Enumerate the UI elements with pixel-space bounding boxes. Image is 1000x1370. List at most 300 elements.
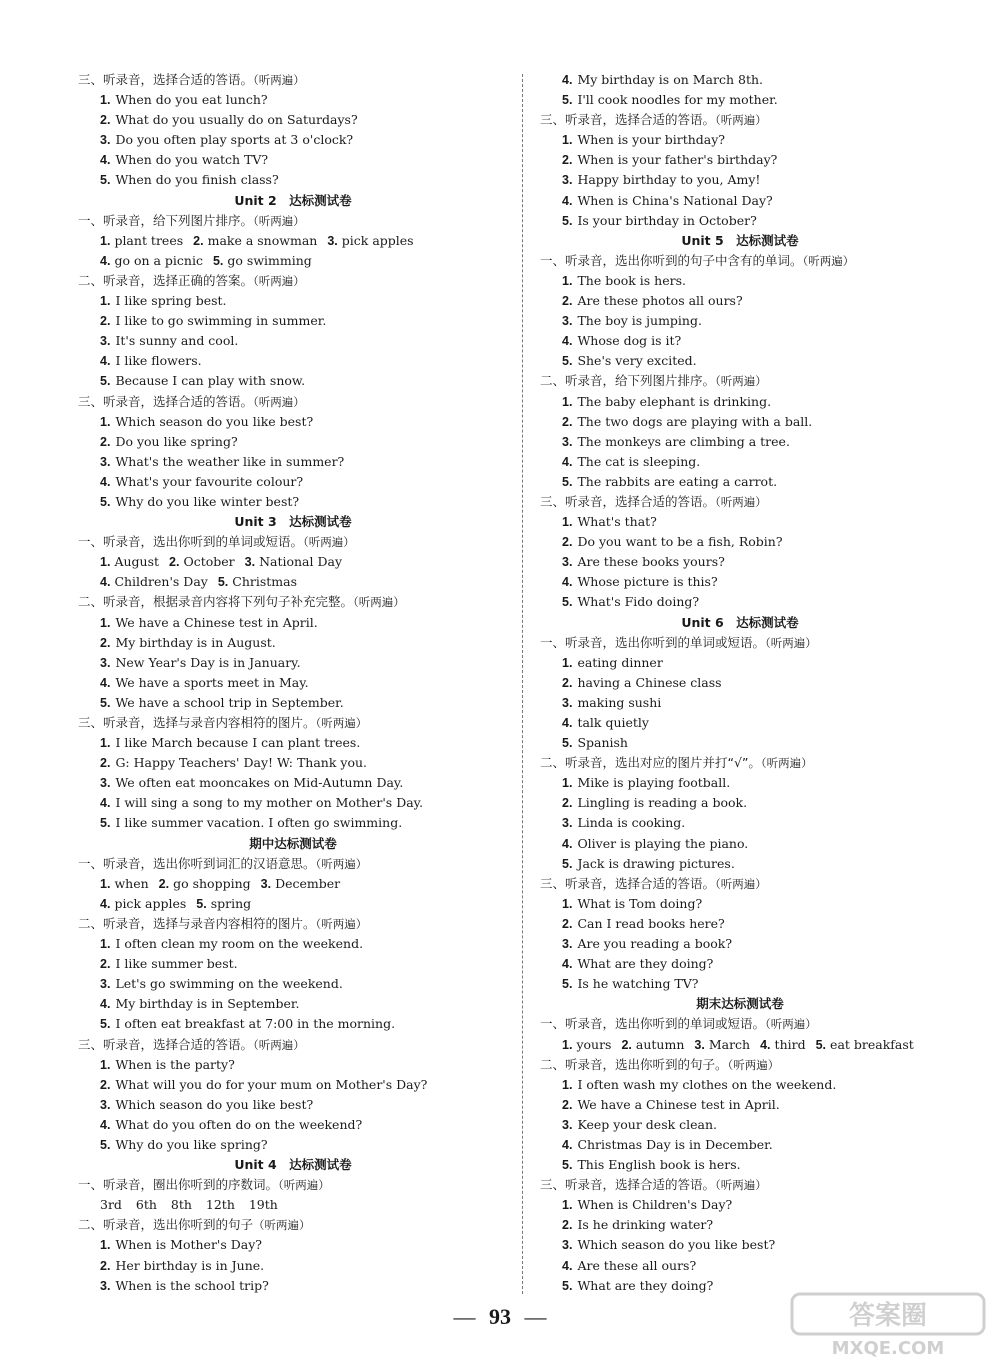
item-text: The boy is jumping. <box>577 313 702 329</box>
section-instruction: 三、听录音，选择合适的答语。 <box>540 1177 716 1193</box>
section-heading <box>540 874 940 894</box>
item-text: What's Fido doing? <box>577 594 700 610</box>
item-number: 2. <box>100 434 111 449</box>
item-text: We have a Chinese test in April. <box>577 1096 780 1112</box>
item-number: 5. <box>217 575 229 590</box>
answer-item <box>78 813 508 833</box>
answer-item <box>540 653 940 673</box>
column-divider <box>522 74 523 1294</box>
section-heading <box>540 1175 940 1195</box>
section-instruction: 一、听录音，选出你听到词汇的汉语意思。 <box>78 855 316 871</box>
section-note: （听两遍） <box>253 1037 305 1052</box>
answer-item <box>78 793 508 813</box>
item-text: New Year's Day is in January. <box>115 654 301 670</box>
answer-item <box>78 733 508 753</box>
answer-item <box>78 412 508 432</box>
section-note: （听两遍） <box>278 1178 330 1193</box>
item-text: Her birthday is in June. <box>115 1257 265 1273</box>
item-text: My birthday is in August. <box>115 634 276 650</box>
item-number: 3. <box>327 233 338 248</box>
item-text: The two dogs are playing with a ball. <box>577 413 813 429</box>
section-heading <box>540 492 940 512</box>
inline-answer <box>100 876 149 891</box>
item-text: Mike is playing football. <box>577 775 731 791</box>
item-number: 4. <box>562 334 573 349</box>
section-note: （听两遍） <box>802 253 855 268</box>
item-number: 1. <box>562 776 573 791</box>
answer-item <box>540 1235 940 1255</box>
answer-item <box>540 512 940 532</box>
section-heading <box>540 251 940 271</box>
answer-inline-row <box>78 552 508 572</box>
answer-item <box>540 331 940 351</box>
item-text: When is Children's Day? <box>577 1197 733 1213</box>
answer-item <box>78 1135 508 1155</box>
item-number: 5. <box>562 93 573 108</box>
item-text: I like flowers. <box>115 353 202 369</box>
section-instruction: 三、听录音，选择合适的答语。 <box>78 72 254 87</box>
section-instruction: 三、听录音，选择合适的答语。 <box>540 875 716 891</box>
answer-item <box>540 793 940 813</box>
answer-item <box>78 693 508 713</box>
answer-item <box>78 130 508 150</box>
item-text: Is he drinking water? <box>577 1217 714 1233</box>
answer-item <box>540 773 940 793</box>
item-text: National Day <box>259 554 343 570</box>
section-note: （听两遍） <box>253 394 305 409</box>
item-text: eat breakfast <box>830 1036 914 1052</box>
item-number: 1. <box>100 736 111 751</box>
item-number: 5. <box>100 173 111 188</box>
item-number: 1. <box>562 1077 573 1092</box>
section-instruction: 三、听录音，选择与录音内容相符的图片。 <box>78 715 316 730</box>
answer-item <box>540 592 940 612</box>
item-text: I'll cook noodles for my mother. <box>577 92 778 108</box>
item-text: When is China's National Day? <box>577 192 773 208</box>
right-column <box>540 70 940 1296</box>
answer-item <box>78 633 508 653</box>
item-text: She's very excited. <box>577 353 697 369</box>
section-note: （听两遍） <box>715 1178 767 1193</box>
item-text: I often clean my room on the weekend. <box>115 936 364 952</box>
inline-answer <box>261 876 340 891</box>
answer-item <box>540 472 940 492</box>
item-number: 4. <box>562 73 573 87</box>
item-text: Is your birthday in October? <box>577 212 757 228</box>
answer-item <box>78 1095 508 1115</box>
section-note: （听两遍） <box>315 916 368 931</box>
answer-item <box>540 1155 940 1175</box>
item-number: 1. <box>100 93 111 108</box>
item-text: We have a school trip in September. <box>115 694 344 710</box>
item-number: 1. <box>100 876 111 891</box>
answer-item <box>78 170 508 190</box>
item-number: 4. <box>562 1137 573 1152</box>
item-number: 4. <box>562 836 573 851</box>
item-text: Which season do you like best? <box>115 1096 314 1112</box>
item-number: 2. <box>100 756 111 771</box>
item-text: Do you like spring? <box>115 433 238 449</box>
item-text: When is the party? <box>115 1056 235 1072</box>
section-heading <box>78 211 508 231</box>
answer-item <box>540 914 940 934</box>
item-text: Christmas Day is in December. <box>577 1136 773 1152</box>
answer-item <box>540 572 940 592</box>
item-text: talk quietly <box>577 715 649 730</box>
item-text: Why do you like winter best? <box>115 493 300 509</box>
item-text: Do you often play sports at 3 o'clock? <box>115 132 354 148</box>
answer-item <box>540 311 940 331</box>
item-number: 4. <box>562 575 573 590</box>
item-number: 2. <box>100 314 111 329</box>
item-text: pick apples <box>341 232 414 248</box>
item-number: 3. <box>260 876 272 891</box>
answer-item <box>540 191 940 211</box>
watermark-glyph: 答案圈 <box>848 1301 928 1331</box>
item-text: August <box>114 554 160 570</box>
item-number: 3. <box>562 816 573 831</box>
section-instruction: 一、听录音，选出你听到的单词或短语。 <box>540 634 766 650</box>
answer-item <box>540 1075 940 1095</box>
item-number: 2. <box>562 153 573 168</box>
item-number: 5. <box>196 896 207 911</box>
item-number: 3. <box>562 1238 573 1253</box>
answer-item <box>78 1055 508 1075</box>
item-text: Do you want to be a fish, Robin? <box>577 534 783 550</box>
inline-answer <box>327 233 413 248</box>
item-text: having a Chinese class <box>577 674 722 690</box>
item-number: 4. <box>100 153 111 168</box>
item-text: Are these photos all ours? <box>577 293 743 309</box>
item-number: 2. <box>562 535 573 550</box>
item-number: 5. <box>562 977 573 992</box>
answer-item <box>540 452 940 472</box>
page-number: 93 <box>489 1304 511 1329</box>
item-number: 3. <box>562 314 573 329</box>
item-text: When do you eat lunch? <box>115 92 268 108</box>
item-text: Keep your desk clean. <box>577 1116 718 1132</box>
item-text: Which season do you like best? <box>577 1237 776 1253</box>
page-number-dash-right: — <box>524 1304 547 1329</box>
section-heading <box>540 1055 940 1075</box>
item-number: 2. <box>562 675 573 690</box>
item-text: When is your birthday? <box>577 132 725 148</box>
item-number: 1. <box>562 655 573 670</box>
section-instruction: 三、听录音，选择合适的答语。 <box>78 393 254 409</box>
answer-item <box>540 733 940 753</box>
item-text: It's sunny and cool. <box>115 333 239 349</box>
item-text: Can I read books here? <box>577 915 725 931</box>
answer-item <box>540 170 940 190</box>
section-note: （听两遍） <box>727 1057 780 1072</box>
section-heading <box>78 70 508 90</box>
item-number: 1. <box>100 233 111 248</box>
item-number: 2. <box>193 233 204 248</box>
inline-answer <box>169 554 235 569</box>
answer-item <box>540 1256 940 1276</box>
answer-item <box>78 1014 508 1034</box>
inline-answer <box>196 896 251 911</box>
section-note: （听两遍） <box>765 635 817 650</box>
answer-item <box>540 130 940 150</box>
item-number: 4. <box>100 474 111 489</box>
item-number: 2. <box>562 1218 573 1233</box>
item-number: 4. <box>100 796 111 811</box>
answer-inline-row <box>78 874 508 894</box>
item-number: 2. <box>100 1077 111 1092</box>
item-text: October <box>183 554 235 570</box>
item-number: 2. <box>562 1097 573 1112</box>
item-text: December <box>275 875 341 891</box>
inline-answer <box>100 574 208 589</box>
item-text: eating dinner <box>577 654 663 670</box>
answer-item <box>78 994 508 1014</box>
section-note: （听两遍） <box>315 856 368 871</box>
answer-item <box>540 713 940 733</box>
item-number: 3. <box>694 1037 705 1052</box>
answer-item <box>540 934 940 954</box>
answer-item <box>78 613 508 633</box>
item-number: 2. <box>169 555 180 570</box>
section-instruction: 一、听录音，给下列图片排序。 <box>78 212 254 228</box>
section-instruction: 三、听录音，选择合适的答语。 <box>540 493 716 509</box>
section-note: （听两遍） <box>715 494 767 509</box>
item-text: The book is hers. <box>577 272 686 288</box>
item-text: spring <box>210 895 252 911</box>
item-text: go swimming <box>227 252 312 268</box>
answer-item <box>540 150 940 170</box>
item-text: March <box>708 1036 751 1052</box>
inline-answer <box>760 1037 806 1052</box>
inline-answer <box>193 233 317 248</box>
item-number: 4. <box>562 957 573 972</box>
unit-title: Unit 6 达标测试卷 <box>681 614 799 630</box>
item-number: 1. <box>562 1198 573 1213</box>
unit-title: 期末达标测试卷 <box>696 996 784 1012</box>
item-text: Are you reading a book? <box>577 936 733 952</box>
answer-inline-row <box>78 894 508 914</box>
item-text: What's that? <box>577 514 657 530</box>
section-heading <box>540 110 940 130</box>
item-text: When do you finish class? <box>115 172 279 188</box>
item-number: 5. <box>100 494 111 509</box>
item-number: 1. <box>562 896 573 911</box>
item-number: 2. <box>100 635 111 650</box>
section-note: （听两遍） <box>353 595 405 610</box>
item-text: When do you watch TV? <box>115 152 269 168</box>
answer-item <box>540 834 940 854</box>
item-number: 1. <box>100 1238 111 1253</box>
answer-item <box>540 854 940 874</box>
section-instruction: 一、听录音，圈出你听到的序数词。 <box>78 1177 279 1193</box>
item-text: Whose picture is this? <box>577 574 718 590</box>
section-instruction: 二、听录音，选择正确的答案。 <box>78 272 254 288</box>
item-text: We often eat mooncakes on Mid-Autumn Day. <box>115 775 404 791</box>
item-number: 4. <box>100 253 111 268</box>
section-heading <box>78 1035 508 1055</box>
inline-answer <box>562 1037 611 1052</box>
answer-item <box>78 773 508 793</box>
section-instruction: 二、听录音，根据录音内容将下列句子补充完整。 <box>78 594 354 610</box>
answer-item <box>540 813 940 833</box>
item-text: What do you usually do on Saturdays? <box>115 112 358 128</box>
answer-item <box>540 70 940 90</box>
section-note: （听两遍） <box>760 756 813 771</box>
section-note: （听两遍） <box>253 213 305 228</box>
answer-item <box>78 351 508 371</box>
inline-answer <box>245 554 342 569</box>
item-number: 1. <box>562 394 573 409</box>
answer-item <box>78 934 508 954</box>
item-text: make a snowman <box>207 232 318 248</box>
item-number: 2. <box>100 113 111 128</box>
item-number: 4. <box>562 454 573 469</box>
item-number: 5. <box>562 474 573 489</box>
item-number: 1. <box>100 555 111 570</box>
answer-item <box>78 150 508 170</box>
answer-item <box>540 693 940 713</box>
answer-item <box>540 1095 940 1115</box>
section-heading <box>540 633 940 653</box>
section-instruction: 二、听录音，选出你听到的句子。 <box>540 1056 728 1072</box>
answer-item <box>78 291 508 311</box>
answer-inline-row <box>78 231 508 251</box>
answer-item <box>78 331 508 351</box>
item-number: 4. <box>100 354 111 369</box>
item-text: What are they doing? <box>577 1277 714 1293</box>
answer-item <box>540 552 940 572</box>
item-number: 1. <box>100 294 111 309</box>
answer-item <box>540 1215 940 1235</box>
answer-item <box>78 452 508 472</box>
item-number: 3. <box>562 555 573 570</box>
unit-title: Unit 5 达标测试卷 <box>681 232 799 248</box>
item-number: 4. <box>100 997 111 1012</box>
item-number: 5. <box>562 1158 573 1173</box>
section-heading <box>78 1175 508 1195</box>
answer-item <box>540 673 940 693</box>
section-note: （听两遍） <box>303 535 355 550</box>
item-number: 4. <box>562 1258 573 1273</box>
item-text: What do you often do on the weekend? <box>115 1116 363 1132</box>
item-number: 3. <box>562 1117 573 1132</box>
answer-item <box>540 412 940 432</box>
section-instruction: 二、听录音，给下列图片排序。 <box>540 373 716 389</box>
item-number: 3. <box>562 937 573 952</box>
item-text: Christmas <box>232 574 298 590</box>
inline-answer <box>159 876 251 891</box>
section-heading <box>78 914 508 934</box>
item-number: 3. <box>244 555 256 570</box>
item-number: 2. <box>100 1258 111 1273</box>
item-text: When is your father's birthday? <box>577 152 778 168</box>
item-text: I like spring best. <box>115 293 227 309</box>
item-text: Spanish <box>577 735 628 751</box>
item-number: 1. <box>100 615 111 630</box>
answer-item <box>78 954 508 974</box>
inline-answer <box>100 554 159 569</box>
item-number: 5. <box>100 1017 111 1032</box>
section-instruction: 一、听录音，选出你听到的句子中含有的单词。 <box>540 252 803 268</box>
item-text: Why do you like spring? <box>115 1136 268 1152</box>
item-text: Whose dog is it? <box>577 333 682 349</box>
section-instruction: 一、听录音，选出你听到的单词或短语。 <box>540 1016 766 1032</box>
item-number: 3. <box>100 454 111 469</box>
answer-item <box>78 673 508 693</box>
section-instruction: 三、听录音，选择合适的答语。 <box>78 1036 254 1052</box>
item-text: when <box>114 875 149 891</box>
section-heading <box>78 271 508 291</box>
item-number: 1. <box>100 414 111 429</box>
section-heading <box>540 371 940 391</box>
answer-item <box>78 653 508 673</box>
section-heading <box>78 713 508 733</box>
inline-answer <box>218 574 297 589</box>
answer-item <box>78 472 508 492</box>
section-instruction: 二、听录音，选择与录音内容相符的图片。 <box>78 915 316 931</box>
item-number: 4. <box>100 1117 111 1132</box>
answer-item <box>540 974 940 994</box>
answer-item <box>78 1075 508 1095</box>
item-text: I often wash my clothes on the weekend. <box>577 1076 837 1092</box>
section-heading <box>78 854 508 874</box>
answer-inline-row <box>78 251 508 271</box>
inline-answer <box>694 1037 750 1052</box>
item-text: plant trees <box>114 232 184 248</box>
answer-seal-logo-icon <box>788 1290 988 1360</box>
inline-answer <box>100 896 186 911</box>
answer-item <box>78 974 508 994</box>
ordinal-list: 3rd 6th 8th 12th 19th <box>100 1197 278 1213</box>
answer-inline-row <box>540 1035 940 1055</box>
item-number: 3. <box>100 133 111 148</box>
item-text: The monkeys are climbing a tree. <box>577 433 790 449</box>
item-number: 4. <box>760 1037 771 1052</box>
section-instruction: 三、听录音，选择合适的答语。 <box>540 112 716 128</box>
item-text: go on a picnic <box>114 252 203 268</box>
item-number: 4. <box>562 193 573 208</box>
section-note: （听两遍） <box>315 716 368 730</box>
section-heading <box>78 592 508 612</box>
section-instruction: 二、听录音，选出对应的图片并打“√”。 <box>540 755 761 771</box>
item-number: 5. <box>562 1278 573 1293</box>
item-text: I like to go swimming in summer. <box>115 313 327 329</box>
section-note: （听两遍） <box>253 1218 311 1233</box>
item-number: 1. <box>100 1057 111 1072</box>
item-number: 4. <box>100 575 111 590</box>
item-text: pick apples <box>114 895 187 911</box>
item-number: 3. <box>100 776 111 791</box>
answer-item <box>78 1256 508 1276</box>
item-text: What is Tom doing? <box>577 895 703 911</box>
item-number: 5. <box>562 354 573 369</box>
item-number: 3. <box>100 334 111 349</box>
answer-item <box>540 1115 940 1135</box>
section-instruction: 二、听录音，选出你听到的句子 <box>78 1217 254 1233</box>
item-number: 2. <box>562 916 573 931</box>
item-text: yours <box>576 1036 612 1052</box>
item-text: My birthday is in September. <box>115 996 300 1012</box>
answer-item <box>540 392 940 412</box>
item-number: 3. <box>100 1278 111 1293</box>
answer-item <box>540 954 940 974</box>
item-text: Let's go swimming on the weekend. <box>115 976 343 992</box>
answer-item <box>540 291 940 311</box>
item-number: 3. <box>100 655 111 670</box>
section-note: （听两遍） <box>715 374 767 389</box>
left-column <box>78 70 508 1296</box>
item-number: 4. <box>100 896 111 911</box>
